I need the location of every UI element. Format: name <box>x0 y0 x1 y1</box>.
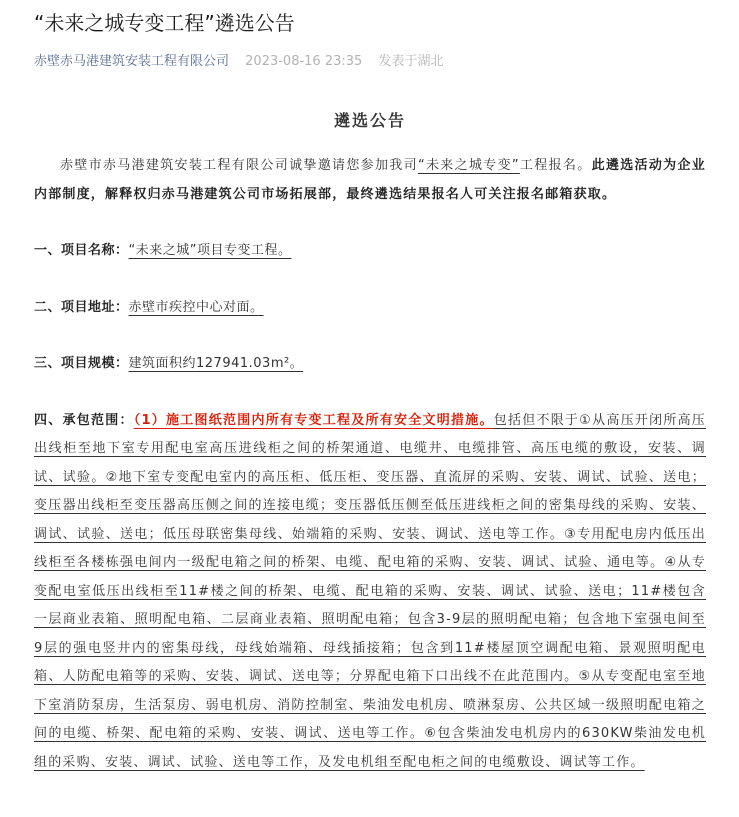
scope-highlight: （1）施工图纸范围内所有专变工程及所有安全文明措施。 <box>133 412 494 428</box>
article-title: “未来之城专变工程”遴选公告 <box>34 11 295 35</box>
item-value: 建筑面积约127941.03m²。 <box>128 356 304 371</box>
publish-location: 发表于湖北 <box>378 54 444 69</box>
item-project-scale <box>34 350 706 379</box>
item-label: 三、项目规模： <box>34 356 129 371</box>
intro-suffix: 工程报名。 <box>519 158 592 173</box>
scope-label: 四、承包范围： <box>34 412 134 428</box>
item-label: 二、项目地址： <box>34 299 129 315</box>
intro-notice: 此遴选活动为企业内部制度，解释权归赤马港建筑公司市场拓展部，最终遴选结果报名人可关注报名邮箱获取。 <box>34 158 706 202</box>
author-link[interactable]: 赤壁赤马港建筑安装工程有限公司 <box>34 54 230 69</box>
article-meta <box>34 50 443 74</box>
item-project-name <box>34 237 706 266</box>
scope-paragraph <box>34 407 706 778</box>
scope-body: 包括但不限于①从高压开闭所高压出线柜至地下室专用配电室高压进线柜之间的桥架通道、电缆井、电缆排管、高压电缆的敷设，安装、调试、试验。②地下室专变配电室内的高压柜、低压柜、变压器、直流屏的采购、安装、调试、试验、送电；变压器出线柜至变压器高压侧之间的连接电缆；变压器低压侧至低压进线柜之间的密集母线的采购、安装、调试、试验、送电；低压母联密集母线、始端箱的采购、安装、调试、送电等工作。③专用配电房内低压出线柜至各楼栋强电间内一级配电箱之间的桥架、电缆、配电箱的采购、安装、调试、试验、通电等。④从专变配电室低压出线柜至11#楼之间的桥架、电缆、配电箱的采购、安装、调试、试验、送电；11#楼包含一层商业表箱、照明配电箱、二层商业表箱、照明配电箱；包含3-9层的照明配电箱；包含地下室强电间至9层的强电竖井内的密集母线，母线始端箱、母线插接箱；包含到11#楼屋顶空调配电箱、景观照明配电箱、人防配电箱等的采购、安装、调试、送电等；分界配电箱下口出线不在此范围内。⑤从专变配电室至地下室消防泵房，生活泵房、弱电机房、消防控制室、柴油发电机房、喷淋泵房、公共区域一级照明配电箱之间的电缆、桥架、配电箱的采购、安装、调试、送电等工作。⑥包含柴油发电机房内的630KW柴油发电机组的采购、安装、调试、试验、送电等工作，及发电机组至配电柜之间的电缆敷设、调试等工作。 <box>34 412 707 770</box>
item-value: “未来之城”项目专变工程。 <box>128 243 292 258</box>
intro-paragraph <box>34 152 706 209</box>
doc-heading: 遴选公告 <box>333 111 406 130</box>
article-content <box>34 98 706 777</box>
intro-project-name: “未来之城专变” <box>417 158 520 173</box>
item-label: 一、项目名称： <box>34 243 129 258</box>
publish-time: 2023-08-16 23:35 <box>245 54 363 69</box>
item-project-address <box>34 294 706 323</box>
item-value: 赤壁市疾控中心对面。 <box>128 299 264 315</box>
intro-prefix: 赤壁市赤马港建筑安装工程有限公司诚挚邀请您参加我司 <box>60 158 418 173</box>
